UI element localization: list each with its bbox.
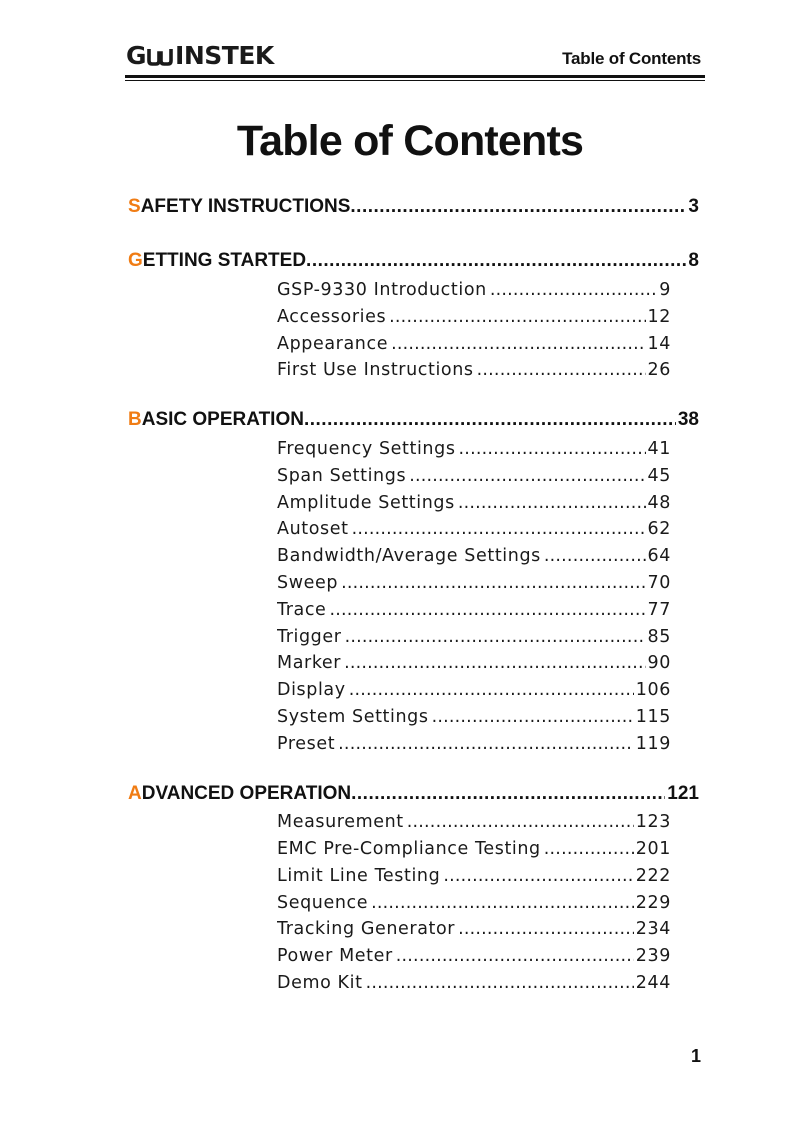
entry-label: Power Meter — [277, 946, 393, 966]
dot-leader — [344, 653, 645, 673]
chapter-page-number: 8 — [688, 250, 699, 271]
page-number: 1 — [690, 1046, 701, 1066]
chapter-title: AFETY INSTRUCTIONS — [140, 196, 351, 217]
dot-leader — [409, 466, 645, 486]
dot-leader — [432, 707, 634, 727]
chapter-title: DVANCED OPERATION — [141, 783, 352, 804]
entry-page-number: 244 — [635, 973, 671, 993]
dot-leader — [351, 783, 665, 805]
entry-label: Preset — [277, 734, 336, 754]
entry-page-number: 119 — [635, 734, 671, 754]
toc-entry[interactable] — [277, 866, 671, 886]
entry-label: Sweep — [277, 573, 339, 593]
toc-entry[interactable] — [277, 946, 671, 966]
chapter-title: ETTING STARTED — [142, 250, 307, 271]
toc-chapter-advanced-operation[interactable] — [128, 783, 699, 805]
toc-entry[interactable] — [277, 680, 671, 700]
entry-label: Sequence — [277, 893, 369, 913]
toc-entry[interactable] — [277, 653, 671, 673]
toc-entry[interactable] — [277, 600, 671, 620]
dot-leader — [490, 280, 657, 300]
dot-leader — [407, 812, 634, 832]
toc-entry[interactable] — [277, 307, 671, 327]
toc-entry[interactable] — [277, 734, 671, 754]
header-rule-thin — [125, 80, 705, 81]
entry-label: Appearance — [277, 334, 389, 354]
entry-label: System Settings — [277, 707, 429, 727]
toc-entry[interactable] — [277, 973, 671, 993]
dot-leader — [349, 680, 634, 700]
toc-entry[interactable] — [277, 573, 671, 593]
toc-entry[interactable] — [277, 893, 671, 913]
entry-label: Marker — [277, 653, 342, 673]
dot-leader — [544, 839, 634, 859]
toc-entry[interactable] — [277, 334, 671, 354]
chapter-initial: A — [128, 783, 142, 804]
entry-label: Autoset — [277, 519, 349, 539]
dot-leader — [329, 600, 645, 620]
gw-instek-logo — [126, 41, 274, 70]
entry-label: Accessories — [277, 307, 387, 327]
toc-entry[interactable] — [277, 280, 671, 300]
dot-leader — [391, 334, 645, 354]
entry-page-number: 123 — [635, 812, 671, 832]
header-rule — [125, 75, 705, 78]
entry-label: First Use Instructions — [277, 360, 474, 380]
dot-leader — [306, 250, 686, 272]
header-section-label: Table of Contents — [562, 49, 701, 68]
dot-leader — [458, 919, 634, 939]
chapter-page-number: 121 — [667, 783, 699, 804]
entry-label: Bandwidth/Average Settings — [277, 546, 541, 566]
entry-page-number: 106 — [635, 680, 671, 700]
dot-leader — [458, 493, 646, 513]
entry-label: GSP-9330 Introduction — [277, 280, 487, 300]
entry-page-number: 239 — [635, 946, 671, 966]
entry-page-number: 115 — [635, 707, 671, 727]
dot-leader — [352, 519, 646, 539]
entry-page-number: 64 — [647, 546, 671, 566]
dot-leader — [304, 409, 676, 431]
toc-entry[interactable] — [277, 839, 671, 859]
entry-page-number: 41 — [647, 439, 671, 459]
entry-page-number: 222 — [635, 866, 671, 886]
logo-text-g: G — [126, 41, 147, 70]
toc-chapter-safety-instructions[interactable] — [128, 196, 699, 218]
dot-leader — [345, 627, 646, 647]
toc-entry[interactable] — [277, 360, 671, 380]
chapter-page-number: 3 — [688, 196, 699, 217]
entry-page-number: 9 — [659, 280, 671, 300]
dot-leader — [443, 866, 633, 886]
entry-page-number: 12 — [647, 307, 671, 327]
entry-page-number: 70 — [647, 573, 671, 593]
dot-leader — [389, 307, 645, 327]
entry-label: Frequency Settings — [277, 439, 456, 459]
entry-label: Span Settings — [277, 466, 407, 486]
entry-label: Limit Line Testing — [277, 866, 441, 886]
toc-entry[interactable] — [277, 627, 671, 647]
entry-page-number: 48 — [647, 493, 671, 513]
dot-leader — [350, 196, 686, 218]
toc-chapter-basic-operation[interactable] — [128, 409, 699, 431]
logo-text-instek: INSTEK — [175, 41, 274, 70]
toc-entry[interactable] — [277, 919, 671, 939]
entry-label: Amplitude Settings — [277, 493, 455, 513]
entry-page-number: 45 — [647, 466, 671, 486]
dot-leader — [459, 439, 646, 459]
dot-leader — [366, 973, 634, 993]
entry-page-number: 85 — [647, 627, 671, 647]
entry-page-number: 234 — [635, 919, 671, 939]
chapter-initial: B — [128, 409, 142, 430]
entry-label: EMC Pre-Compliance Testing — [277, 839, 541, 859]
entry-page-number: 77 — [647, 600, 671, 620]
entry-label: Trace — [277, 600, 327, 620]
toc-entry[interactable] — [277, 466, 671, 486]
dot-leader — [341, 573, 645, 593]
dot-leader — [544, 546, 646, 566]
entry-page-number: 201 — [635, 839, 671, 859]
dot-leader — [396, 946, 634, 966]
entry-page-number: 229 — [635, 893, 671, 913]
chapter-page-number: 38 — [677, 409, 699, 430]
entry-label: Trigger — [277, 627, 342, 647]
chapter-initial: G — [128, 250, 143, 271]
dot-leader — [371, 893, 634, 913]
toc-entry[interactable] — [277, 493, 671, 513]
logo-w-mark-icon — [147, 45, 173, 67]
toc-chapter-getting-started[interactable] — [128, 250, 699, 272]
toc-entry[interactable] — [277, 812, 671, 832]
toc-entry[interactable] — [277, 707, 671, 727]
chapter-title: ASIC OPERATION — [141, 409, 304, 430]
dot-leader — [338, 734, 634, 754]
page-title: Table of Contents — [236, 117, 584, 165]
entry-label: Tracking Generator — [277, 919, 456, 939]
entry-label: Measurement — [277, 812, 404, 832]
entry-page-number: 62 — [647, 519, 671, 539]
dot-leader — [477, 360, 646, 380]
entry-page-number: 90 — [647, 653, 671, 673]
chapter-initial: S — [128, 196, 141, 217]
entry-page-number: 26 — [647, 360, 671, 380]
entry-label: Display — [277, 680, 346, 700]
entry-label: Demo Kit — [277, 973, 363, 993]
toc-entry[interactable] — [277, 546, 671, 566]
toc-entry[interactable] — [277, 519, 671, 539]
entry-page-number: 14 — [647, 334, 671, 354]
toc-entry[interactable] — [277, 439, 671, 459]
